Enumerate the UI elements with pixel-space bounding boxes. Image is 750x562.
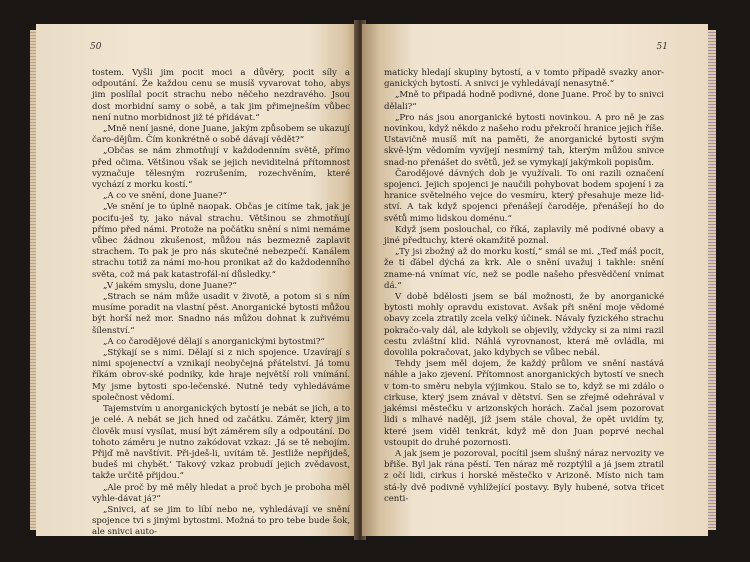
paragraph: A jak jsem je pozoroval, pocítil jsem slušný náraz nervozity ve břiše. Byl jak rána pěstí. Ten náraz mě rozptýlil a já jsem ztratil z očí lidi, cirkus i horské městečko v Arizoně. Místo nich tam stá-ly dvě podivně vyhlížející postavy. Byly hubené, sotva třicet centi- bbox=[384, 448, 664, 504]
paragraph: „Stýkají se s nimi. Dělají si z nich spojence. Uzavírají s nimi spojenectví a vznikají neobyčejná přátelství. Já tomu říkám obrov-ské podniky, kde hraje největší roli vnímání. My jsme bytosti spo-lečenské. Nutně tedy vyhledáváme společnost vědomí. bbox=[92, 348, 350, 403]
paragraph: „A co ve snění, done Juane?“ bbox=[103, 191, 227, 202]
paragraph: „Mně není jasné, done Juane, jakým způsobem se ukazují čaro-dějům. Čím konkrétně o sobě dávají vědět?“ bbox=[92, 124, 350, 146]
paragraph: tostem. Vyšli jim pocit moci a důvěry, pocit síly a odpoutání. Že každou cenu se musíš vyvarovat toho, abys jim poslílal pocit strachu nebo něčeho nezdravého. Jsou dost morbidní samy o sobě, a tak jim přimejneším vůbec není nutno morbidnost již té přidávat.“ bbox=[92, 68, 350, 123]
right-page bbox=[362, 24, 708, 536]
paragraph: „Občas se nám zhmotňují v každodenním světě, přímo před očima. Většinou však se jejich neviditelná přítomnost vyznačuje tělesným rozrušením, rozechvěním, které vychází z morku kostí.“ bbox=[92, 146, 350, 191]
paragraph: „Ty jsi zbožný až do morku kostí,“ smál se mi. „Teď máš pocit, že ti ďábel dýchá za krk. Ale o snění uvažuj i takhle: snění zname-ná vnímat víc, než se podle našeho přesvědčení vnímat dá.“ bbox=[384, 247, 664, 291]
right-page-text bbox=[384, 68, 664, 505]
paragraph: „Mně to připadá hodně podivné, done Juane. Proč by to snivci dělali?“ bbox=[384, 90, 664, 112]
paragraph: Když jsem poslouchal, co říká, zaplavily mě podivné obavy a jiné předtuchy, které okamžitě poznal. bbox=[384, 224, 664, 247]
paragraph: „Snivci, ať se jim to líbí nebo ne, vyhledávají ve snění spojence tvi s jinými bytostmi. Možná to pro tebe bude šok, ale snivci auto- bbox=[92, 504, 350, 536]
right-page-number: 51 bbox=[656, 42, 668, 52]
paragraph: „A co čarodějové dělají s anorganickými bytostmi?“ bbox=[103, 336, 325, 347]
paragraph: „V jakém smyslu, done Juane?“ bbox=[103, 280, 237, 291]
right-page-edge bbox=[708, 30, 716, 530]
paragraph: „Ve snění je to úplně naopak. Občas je citíme tak, jak je pociťu-ješ ty, jako nával strachu. Většinou se zhmotňují přímo před námi. Protože na počátku snění s nimi nemáme vůbec žádnou zkušenost, můžou nás bezmezně zaplavit strachem. To pak je pro nás skutečné nebezpečí. Kanálem strachu totiž za námi mo-hou pronikat až do každodenního světa, což má pak katastrofál-ní důsledky.“ bbox=[92, 202, 350, 280]
paragraph: maticky hledají skupiny bytostí, a v tomto případě svazky anor-ganických bytostí. A snivci je vyhledávají nenasytně.“ bbox=[384, 68, 664, 90]
paragraph: V době bdělosti jsem se bál možnosti, že by anorganické bytosti mohly opravdu existovat. Avšak při snění moje vědomé obavy zcela ztratily zcela velký účinek. Návaly fyzického strachu pokračo-valy dál, ale kdykoli se objevily, vždycky si za nimi razil cestu zvláštní klid. Náhlá vyrovnanost, která mě ovládla, mi dovolila pokračovat, jako kdybych se vůbec nebál. bbox=[384, 292, 664, 359]
left-page-text bbox=[92, 68, 350, 536]
paragraph: Tehdy jsem měl dojem, že každý průlom ve snění nastává náhle a jako zjevení. Přítomnost anorganických bytostí ve snech v tom-to směru nebyla výjimkou. Stalo se to, když se mi zdálo o cirkuse, který jsem znával v dětství. Sen se zřejmě odehrával v jakémsi městečku v arizonských horách. Začal jsem pozorovat lidi s mlhavé naději, jíž jsem stále choval, že opět uvidím ty, které jsem viděl tenkrát, když mě don Juan poprvé nechal vstoupit do druhé pozornosti. bbox=[384, 359, 664, 448]
left-page bbox=[36, 24, 358, 536]
paragraph: „Pro nás jsou anorganické bytosti novinkou. A pro ně je zas novinkou, když někdo z našeho rodu překročí hranice jejich říše. Ustavičně musíš mít na paměti, že anorganické bytosti svým skvě-lým vědomím vyvíjejí nesmírný tah, kterým můžou snivce snad-no přenášet do světů, jež se vymykají jakýmkoli popisům. bbox=[384, 112, 664, 168]
left-page-number: 50 bbox=[90, 42, 102, 52]
paragraph: „Strach se nám může usadit v životě, a potom si s ním musíme poradit na vlastní pěst. Anorganické bytosti můžou být horší než mor. Snadno nás můžou dohnat k zuřivému šílenství.“ bbox=[92, 292, 350, 336]
paragraph: „Ale proč by mě měly hledat a proč bych je proboha měl vyhle-dávat já?“ bbox=[92, 482, 350, 504]
paragraph: Čarodějové dávných dob je využívali. To oni razili označení spojenci. Jejich spojenci je naučili pohybovat bodem spojení i za hranice světelného vejce do vesmíru, který přesahuje meze lid-ství. A tak když spojenci přenášejí čaroděje, přenášejí ho do světů mimo lidskou doménu.“ bbox=[384, 168, 664, 224]
paragraph: Tajemstvím u anorganických bytostí je nebát se jich, a to je celé. A nebát se jich hned od začátku. Záměr, který jim člověk musí vysílat, musí být záměrem síly a odpoutání. Do tohoto záměru je nutno zakódovat vzkaz: ‚Já se tě nebojím. Přijď mě navštívit. Při-jdeš-li, uvítám tě. Jestliže nepřijdeš, budeš mi chybět.‘ Takový vzkaz probudí jejich zvědavost, takže určitě přijdou.“ bbox=[92, 404, 350, 482]
